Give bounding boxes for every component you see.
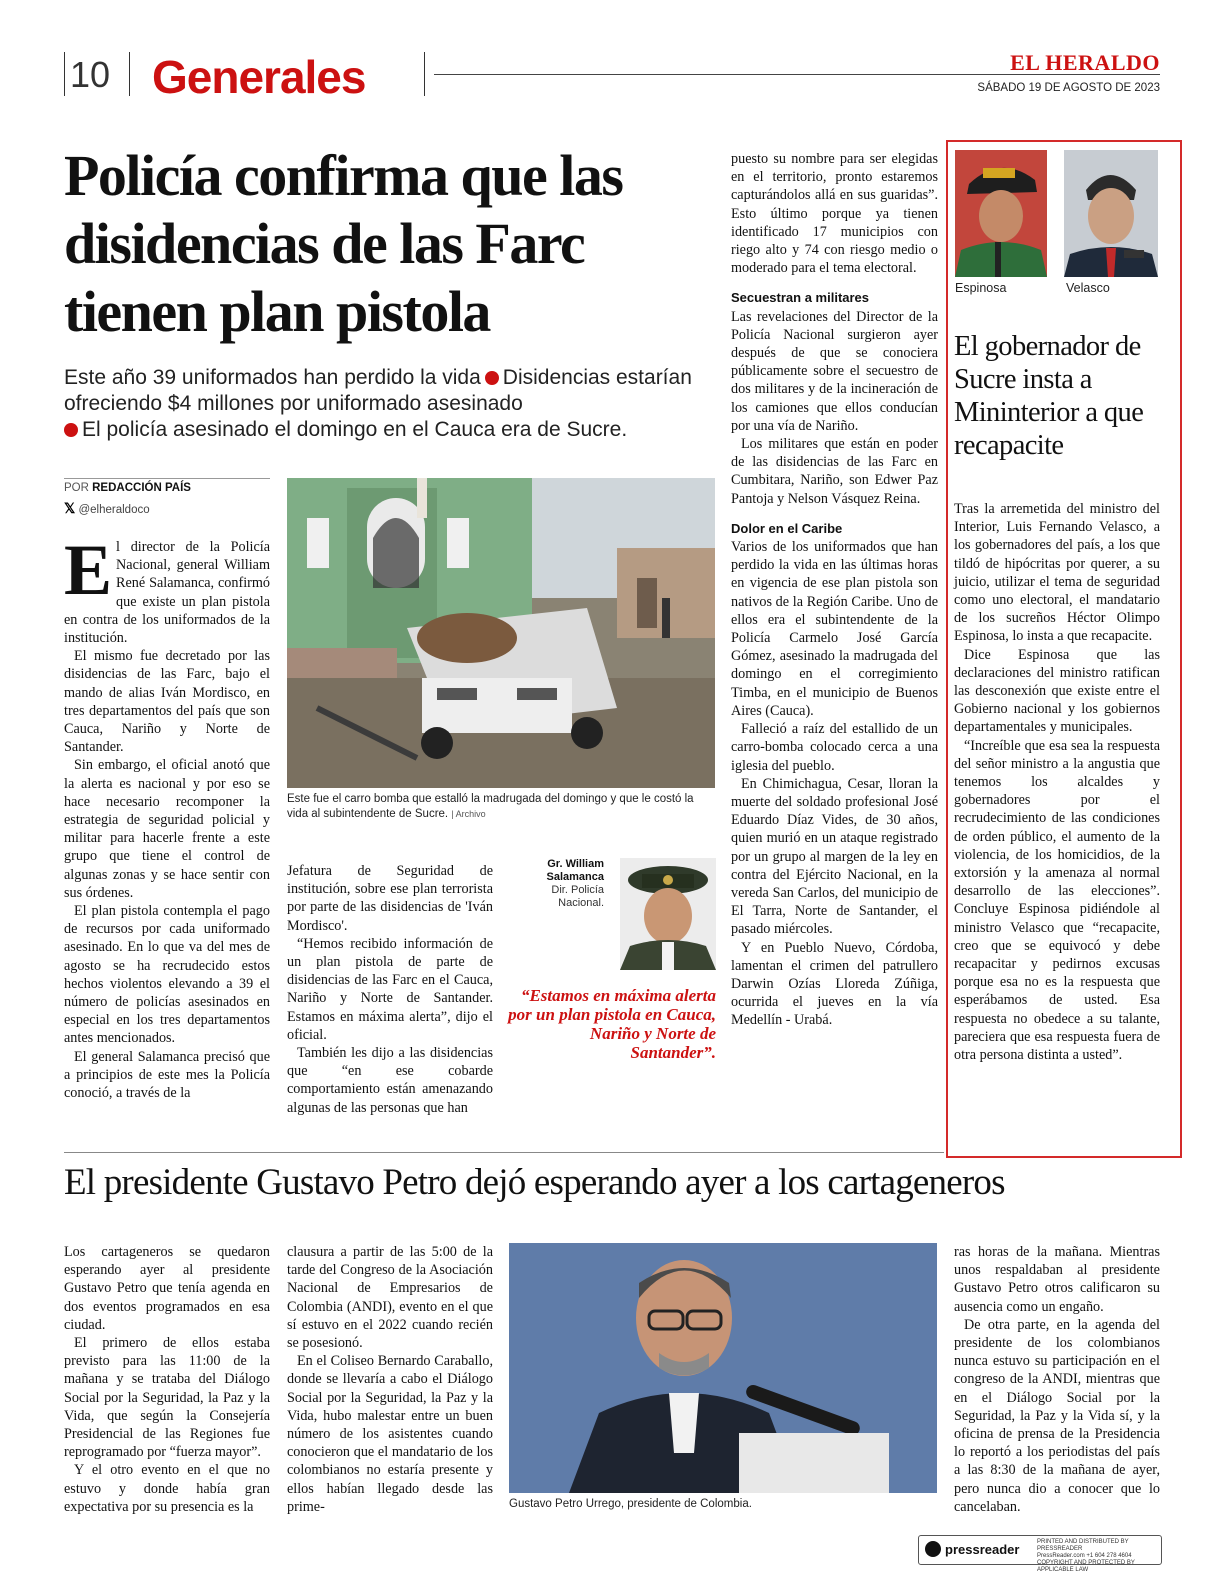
car-photo-caption xyxy=(287,792,717,822)
paragraph: Varios de los uniformados que han perdido la vida en las últimas horas en vigencia de ese plan pistola son nativos de la Región Caribe. Uno de ellos era el subintendente de la Policía Carmelo José García Gómez, asesinado la madrugada del domingo en el corregimiento Timba, en el municipio de Buenos Aires (Cauca). xyxy=(731,539,938,719)
summary-item: Disidencias estarían ofreciendo $4 millones por uniformado asesinado xyxy=(64,366,692,415)
paragraph: Tras la arremetida del ministro del Interior, Luis Fernando Velasco, a los gobernadores del país, a los que tildó de hipócritas por querer, a su juicio, utilizar el tema de seguridad como uno electoral, el mandatario de los sucreños Héctor Olimpo Espinosa, lo insta a que recapacite. xyxy=(954,501,1160,645)
petro-photo-caption: Gustavo Petro Urrego, presidente de Colombia. xyxy=(509,1498,752,1510)
summary-item: El policía asesinado el domingo en el Cauca era de Sucre. xyxy=(82,418,628,441)
main-column-2 xyxy=(287,862,493,1117)
byline xyxy=(64,482,191,494)
paragraph: Y el otro evento en el que no estuvo y donde había gran expectativa por su presencia es la xyxy=(64,1462,270,1515)
car-bomb-illustration xyxy=(287,478,715,788)
photo-label-espinosa: Espinosa xyxy=(955,281,1007,295)
mug-name: Gr. William Salamanca xyxy=(546,858,604,883)
byline-handle: @elheraldoco xyxy=(78,504,150,516)
main-column-1 xyxy=(64,530,270,1102)
issue-date: SÁBADO 19 DE AGOSTO DE 2023 xyxy=(977,82,1160,94)
paragraph: “Hemos recibido información de un plan pistola de parte de disidencias de las Farc en el Cauca, Nariño y Norte de Santander. Estamos en máxima alerta”, dijo el oficial. xyxy=(287,935,493,1043)
portrait-illustration xyxy=(1064,150,1158,277)
paragraph: puesto su nombre para ser elegidas en el territorio, pronto estaremos capturándolos allá en sus guaridas”. Esto último porque ya tienen identificado 17 municipios con riego alto y 74 con riesgo medio o moderado para el tema electoral. xyxy=(731,151,938,277)
main-headline: Policía confirma que las disidencias de las Farc tienen plan pistola xyxy=(64,143,623,344)
paragraph: Los cartageneros se quedaron esperando ayer al presidente Gustavo Petro que tenía agenda en dos eventos programados en esa ciudad. xyxy=(64,1244,270,1333)
photo-label-velasco: Velasco xyxy=(1066,281,1110,295)
pressreader-badge[interactable] xyxy=(918,1535,1162,1573)
paragraph: ras horas de la mañana. Mientras unos respaldaban al presidente Gustavo Petro otros calificaron su ausencia como un engaño. xyxy=(954,1244,1160,1315)
paragraph: Falleció a raíz del estallido de un carro-bomba colocado cerca a una iglesia del pueblo. xyxy=(731,721,938,774)
main-column-3 xyxy=(731,150,938,1030)
paragraph: El mismo fue decretado por las disidencias de las Farc, bajo el mando de alias Iván Mordisco, en tres departamentos del país que son Cauca, Nariño y Norte de Santander. xyxy=(64,648,270,756)
caption-text: Este fue el carro bomba que estalló la madrugada del domingo y que le costó la vida al subintendente de Sucre. xyxy=(287,793,694,820)
second-column-1 xyxy=(64,1243,270,1516)
second-column-3 xyxy=(954,1243,1160,1516)
subheading: Secuestran a militares xyxy=(731,290,870,306)
paragraph: Jefatura de Seguridad de institución, sobre ese plan terrorista por parte de las disidencias de 'Iván Mordisco'. xyxy=(287,863,493,934)
portrait-illustration xyxy=(620,858,716,970)
velasco-photo xyxy=(1064,150,1158,277)
byline-prefix: POR xyxy=(64,482,89,494)
section-divider xyxy=(64,1152,944,1153)
pressreader-notice xyxy=(1037,1539,1157,1574)
second-column-2 xyxy=(287,1243,493,1516)
header-divider xyxy=(64,52,65,96)
paragraph: l director de la Policía Nacional, general William René Salamanca, confirmó que existe un plan pistola en contra de los uniformados de la institución. xyxy=(64,539,270,647)
paragraph: Y en Pueblo Nuevo, Córdoba, lamentan el crimen del patrullero Darwin Ozías Lloreda Zúñiga, ocurrida el jueves en la vía Medellín - Urabá. xyxy=(731,939,938,1029)
paragraph: En Chimichagua, Cesar, lloran la muerte del soldado profesional José Eduardo Díaz Vides, de 30 años, quien murió en un ataque registrado por un grupo al margen de la ley en contra del Ejército Nacional, en la vereda San Carlos, del municipio de El Tarra, Norte de Santander, el pasado miércoles. xyxy=(731,775,938,938)
pull-quote: “Estamos en máxima alerta por un plan pistola en Cauca, Nariño y Norte de Santander”. xyxy=(508,986,716,1062)
header-divider xyxy=(129,52,130,96)
notice-line: PRINTED AND DISTRIBUTED BY PRESSREADER xyxy=(1037,1539,1129,1552)
summary-item: Este año 39 uniformados han perdido la vida xyxy=(64,366,481,389)
petro-photo xyxy=(509,1243,937,1493)
photo-credit: | Archivo xyxy=(451,809,486,819)
sidebar-headline: El gobernador de Sucre insta a Mininterior a que recapacite xyxy=(954,331,1144,461)
paragraph: Dice Espinosa que las declaraciones del ministro ratifican las desconexión que existe entre el Gobierno nacional y los gobiernos departamentales y municipales. xyxy=(954,646,1160,736)
subheading: Dolor en el Caribe xyxy=(731,520,843,536)
page-number: 10 xyxy=(70,54,111,95)
notice-line: COPYRIGHT AND PROTECTED BY APPLICABLE LAW xyxy=(1037,1560,1135,1573)
pressreader-logo-icon xyxy=(925,1541,941,1557)
byline-social xyxy=(64,500,150,517)
x-logo-icon: 𝕏 xyxy=(64,500,76,516)
paragraph: Las revelaciones del Director de la Policía Nacional surgieron ayer después de que se conociera públicamente sobre el secuestro de dos militares y de la incineración de los camiones que ellos conducían por una vía de Nariño. xyxy=(731,308,938,434)
bullet-dot-icon xyxy=(485,371,499,385)
portrait-illustration xyxy=(509,1243,937,1493)
notice-line: PressReader.com +1 604 278 4604 xyxy=(1037,1553,1132,1559)
byline-author: REDACCIÓN PAÍS xyxy=(92,482,191,494)
pressreader-logo-text: pressreader xyxy=(945,1542,1020,1557)
car-bomb-photo xyxy=(287,478,715,788)
paragraph: clausura a partir de las 5:00 de la tarde del Congreso de la Asociación Nacional de Empresarios de Colombia (ANDI), evento en el que sí estuvo en el 2022 cuando recién se posesionó. xyxy=(287,1244,493,1352)
paragraph: Sin embargo, el oficial anotó que la alerta es nacional y por eso se hace necesario recomponer la estrategia de seguridad policial y militar para hacerle frente a este grupo que tiene el control de algunas zonas y se hace sentir con sus órdenes. xyxy=(64,757,270,901)
section-title: Generales xyxy=(152,51,366,103)
espinosa-photo xyxy=(955,150,1047,277)
main-summary xyxy=(64,365,704,443)
paragraph: De otra parte, en la agenda del presidente de los colombianos nunca estuvo su participación en el congreso de la ANDI, mientras que en el Diálogo Social por la Seguridad, la Paz y la Vida sí, y la oficina de prensa de la Presidencia lo reportó a los periodistas del país a las 8:30 de la mañana de ayer, pero nunca dio a conocer que lo cancelaban. xyxy=(954,1316,1160,1515)
paragraph: El primero de ellos estaba previsto para las 11:00 de la mañana y se trataba del Diálogo Social por la Seguridad, la Paz y la Vida, que según la Consejería Presidencial de las Regiones fue reprogramado por “fuerza mayor”. xyxy=(64,1335,270,1461)
second-headline: El presidente Gustavo Petro dejó esperando ayer a los cartageneros xyxy=(64,1162,1005,1203)
paragraph: Los militares que están en poder de las disidencias de las Farc en Cumbitara, Nariño, son Edwer Paz Pantoja y Nelson Vásquez Reina. xyxy=(731,436,938,507)
header-divider xyxy=(424,52,425,96)
bullet-dot-icon xyxy=(64,423,78,437)
portrait-illustration xyxy=(955,150,1047,277)
drop-cap: E xyxy=(64,530,113,610)
paragraph: “Increíble que esa sea la respuesta del señor ministro a la angustia que tenemos los alcaldes y gobernadores por el recrudecimiento de las condiciones de orden público, el aumento de la violencia, de los homicidios, de la extorsión y la amenaza al normal desarrollo de las elecciones”. Concluye Espinosa pidiéndole al ministro Velasco que “recapacite, creo que se equivocó y debe recapacitar y pedirnos excusas porque esa no es la respuesta que esperábamos de usted. Esa respuesta no obedece a su talante, pareciera que esa respuesta fuera de otra persona distinta a usted”. xyxy=(954,737,1160,1064)
mug-caption xyxy=(510,858,604,910)
sidebar-body xyxy=(954,500,1160,1064)
paragraph: También les dijo a las disidencias que “en ese cobarde comportamiento están amenazando algunas de las personas que han xyxy=(287,1045,493,1116)
byline-rule xyxy=(64,478,270,479)
paragraph: En el Coliseo Bernardo Caraballo, donde se llevaría a cabo el Diálogo Social por la Seguridad, la Paz y la Vida, hubo malestar entre un buen número de los asistentes cuando conocieron que el mandatario de los colombianos no estaría presente y ellos habían llegado desde las prime- xyxy=(287,1353,493,1515)
brand-logo: EL HERALDO xyxy=(1010,50,1160,75)
paragraph: El general Salamanca precisó que a principios de este mes la Policía conoció, a través de la xyxy=(64,1048,270,1102)
salamanca-photo xyxy=(620,858,716,970)
paragraph: El plan pistola contempla el pago de recursos por cada uniformado asesinado. En lo que va del mes de agosto se ha recrudecido estos hechos violentos elevando a 39 el número de policías asesinados en especial en los tres departamentos antes mencionados. xyxy=(64,903,270,1047)
mug-role: Dir. Policía Nacional. xyxy=(551,884,604,909)
